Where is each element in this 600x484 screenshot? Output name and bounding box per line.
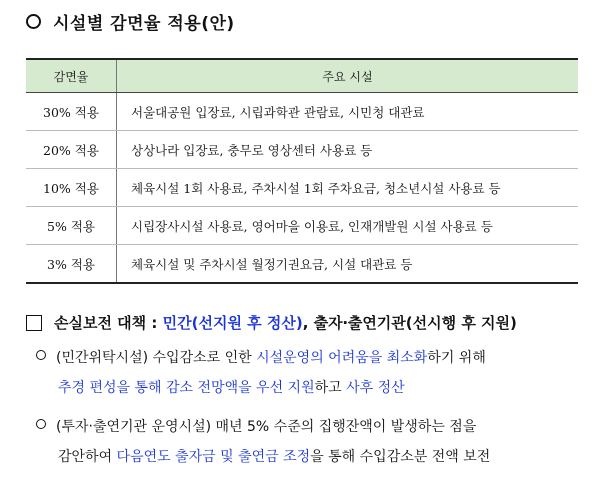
circle-bullet-icon [36,350,46,360]
measure-separator: , 출자‧출연기관 [302,314,406,332]
discount-rate-table [26,58,578,284]
rate-cell: 10% 적용 [26,169,117,207]
section-heading [26,9,235,34]
circle-bullet-icon [36,419,46,429]
table-row [26,245,578,284]
table-header-row [26,59,578,93]
heading-text: 시설별 감면율 적용(안) [53,14,235,34]
measure-title: 손실보전 대책 : [54,314,158,332]
bullet-text: (투자‧출연기관 운영시설) 매년 5% 수준의 집행잔액이 발생하는 점을 [56,419,477,435]
bullet-highlight: 추경 편성을 통해 감소 전망액을 우선 지원 [58,380,315,396]
measure-private: 민간(선지원 후 정산) [162,314,303,332]
bullet-private-facilities [36,343,486,403]
bullet-text: 감안하여 [58,449,117,465]
table-row [26,169,578,207]
table-row [26,131,578,169]
column-header-rate: 감면율 [26,59,117,93]
bullet-line [36,442,490,472]
table-row [26,207,578,245]
bullet-text: 하고 [314,380,347,396]
rate-cell: 20% 적용 [26,131,117,169]
bullet-line [36,373,486,403]
measure-public: (선시행 후 지원) [405,314,517,332]
facilities-cell: 시립장사시설 사용료, 영어마을 이용료, 인재개발원 시설 사용료 등 [117,207,579,245]
rate-cell: 30% 적용 [26,93,117,131]
bullet-text: 하기 위해 [427,350,486,366]
facilities-cell: 체육시설 및 주차시설 월정기권요금, 시설 대관료 등 [117,245,579,284]
square-bullet-icon [26,315,42,331]
bullet-invested-facilities [36,412,490,472]
table-row [26,93,578,131]
bullet-line [36,412,490,442]
bullet-highlight: 사후 정산 [346,380,405,396]
column-header-facilities: 주요 시설 [117,59,579,93]
facilities-cell: 상상나라 입장료, 충무로 영상센터 사용료 등 [117,131,579,169]
circle-bullet-icon [26,14,41,29]
loss-compensation-heading [26,312,517,333]
bullet-text: 을 통해 수입감소분 전액 보전 [310,449,491,465]
bullet-highlight: 다음연도 출자금 및 출연금 조정 [116,449,311,465]
facilities-cell: 서울대공원 입장료, 시립과학관 관람료, 시민청 대관료 [117,93,579,131]
bullet-text: (민간위탁시설) 수입감소로 인한 [56,350,257,366]
rate-cell: 5% 적용 [26,207,117,245]
bullet-highlight: 시설운영의 어려움을 최소화 [256,350,428,366]
rate-cell: 3% 적용 [26,245,117,284]
bullet-line [36,343,486,373]
facilities-cell: 체육시설 1회 사용료, 주차시설 1회 주차요금, 청소년시설 사용료 등 [117,169,579,207]
